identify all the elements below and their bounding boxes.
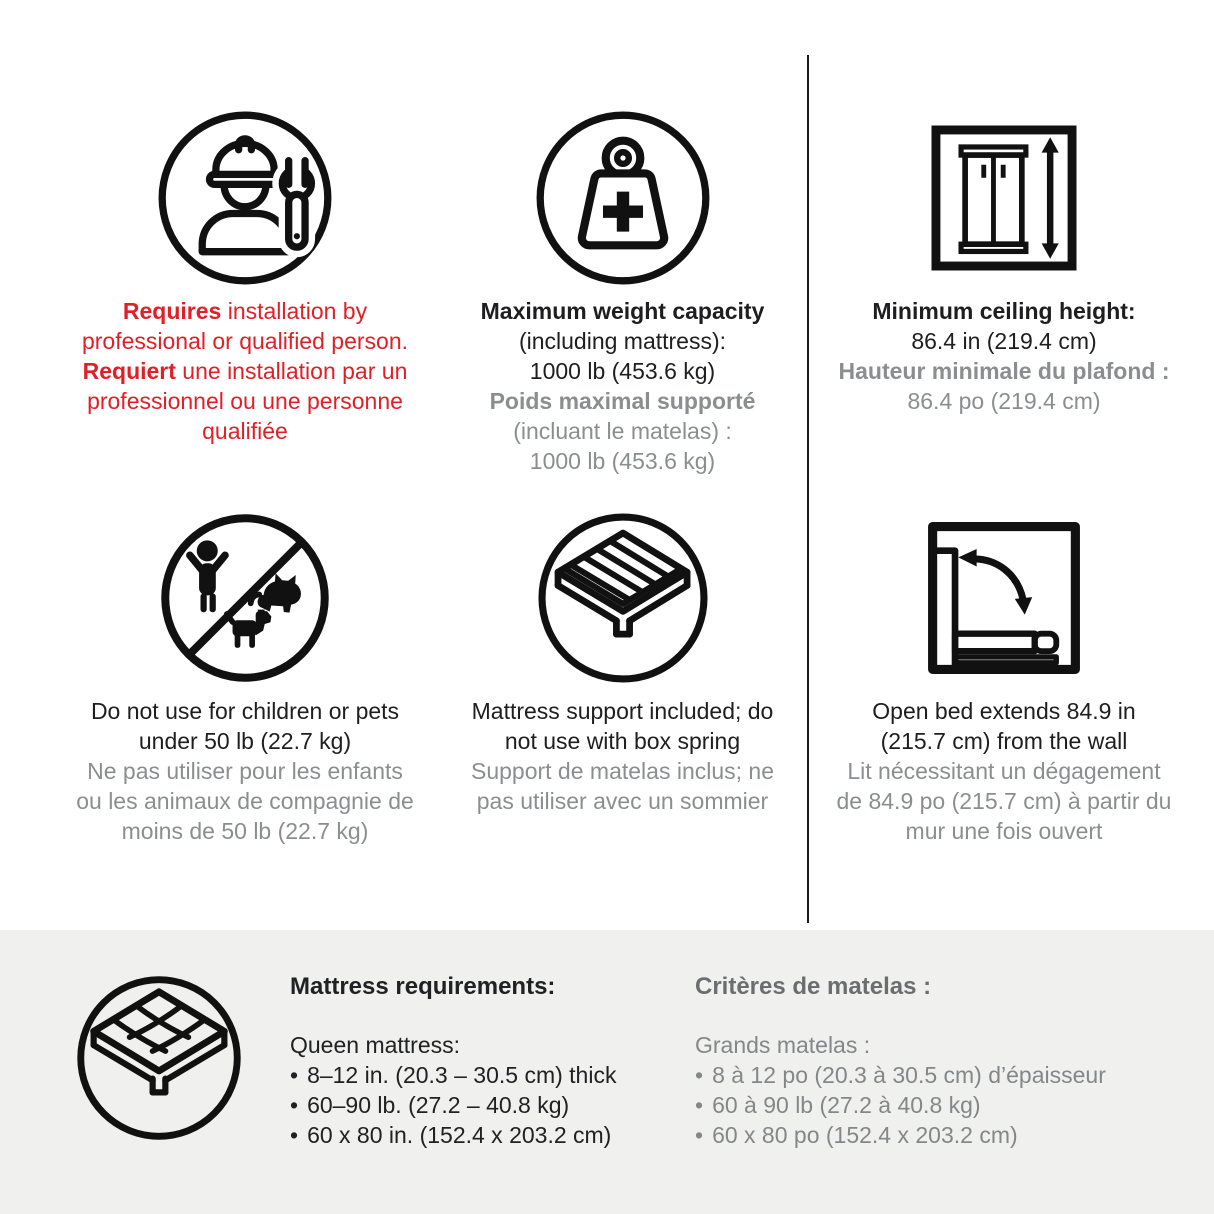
children-fr-line-3: moins de 50 lb (22.7 kg) (121, 818, 369, 844)
mattress-requirements-fr (695, 972, 1155, 1150)
support-icon-box (534, 505, 712, 690)
weight-en-title: Maximum weight capacity (480, 298, 765, 324)
mattress-en-bullet-1-text: 8–12 in. (20.3 – 30.5 cm) thick (307, 1062, 617, 1088)
no-children-pets-icon (156, 509, 334, 687)
bullet-mark: • (290, 1122, 299, 1148)
extends-text (837, 696, 1172, 846)
ceiling-en-title: Minimum ceiling height: (872, 298, 1136, 324)
ceiling-height-cell (812, 105, 1196, 416)
mattress-fr-bullet-1 (695, 1060, 1155, 1090)
mattress-en-bullet-2-text: 60–90 lb. (27.2 – 40.8 kg) (307, 1092, 570, 1118)
support-fr-line-1: Support de matelas inclus; ne (470, 758, 774, 784)
bed-extension-cell (812, 505, 1196, 846)
children-fr-line-2: ou les animaux de compagnie de (76, 788, 414, 814)
mattress-en-subtitle: Queen mattress: (290, 1032, 461, 1058)
support-en-line-2: not use with box spring (504, 728, 741, 754)
mattress-fr-subtitle: Grands matelas : (695, 1032, 871, 1058)
installation-line-3 (82, 356, 408, 386)
weight-en-line-2: 1000 lb (453.6 kg) (529, 358, 716, 384)
mattress-en-bullet-1 (290, 1060, 650, 1090)
extends-en-line-2: (215.7 cm) from the wall (880, 728, 1128, 754)
children-text (76, 696, 414, 846)
bullet-mark: • (695, 1062, 704, 1088)
support-en-line-1: Mattress support included; do (471, 698, 774, 724)
mattress-fr-bullet-1-text: 8 à 12 po (20.3 à 30.5 cm) d’épaisseur (712, 1062, 1106, 1088)
slatted-support-icon (534, 509, 712, 687)
weight-en-line-1: (including mattress): (518, 328, 727, 354)
mattress-en-bullet-3 (290, 1120, 650, 1150)
mattress-icon-box (73, 972, 245, 1144)
extends-en-line-1: Open bed extends 84.9 in (872, 698, 1136, 724)
weight-text (481, 296, 765, 476)
ceiling-fr-title: Hauteur minimale du plafond : (838, 358, 1170, 384)
extends-icon-box (921, 505, 1087, 690)
ceiling-icon-box (923, 105, 1085, 290)
weight-fr-line-1: (incluant le matelas) : (513, 418, 732, 444)
installation-text (82, 296, 408, 446)
mattress-requirements-band (0, 930, 1214, 1214)
children-en-line-1: Do not use for children or pets (90, 698, 400, 724)
mattress-requirements-en (290, 972, 650, 1150)
no-children-pets-cell (35, 505, 455, 846)
ceiling-height-icon (923, 117, 1085, 279)
ceiling-fr-line-1: 86.4 po (219.4 cm) (907, 388, 1101, 414)
support-fr-line-2: pas utiliser avec un sommier (476, 788, 769, 814)
installation-line-2: professional or qualified person. (81, 328, 409, 354)
installation-line-5: qualifiée (202, 418, 288, 444)
extends-fr-line-3: mur une fois ouvert (905, 818, 1103, 844)
support-text (471, 696, 774, 816)
mattress-fr-bullet-2 (695, 1090, 1155, 1120)
ceiling-en-line-1: 86.4 in (219.4 cm) (911, 328, 1097, 354)
installation-requirement-cell (35, 105, 455, 446)
installation-line-4: professionnel ou une personne (87, 388, 403, 414)
mattress-en-bullet-3-text: 60 x 80 in. (152.4 x 203.2 cm) (307, 1122, 612, 1148)
mattress-fr-title: Critères de matelas : (695, 973, 932, 1000)
extends-fr-line-2: de 84.9 po (215.7 cm) à partir du (836, 788, 1172, 814)
weight-plus-icon (532, 107, 714, 289)
tufted-mattress-icon (73, 972, 245, 1144)
weight-fr-line-2: 1000 lb (453.6 kg) (529, 448, 716, 474)
bullet-mark: • (695, 1092, 704, 1118)
bed-fold-out-icon (921, 515, 1087, 681)
installer-icon (154, 107, 336, 289)
mattress-en-bullet-2 (290, 1090, 650, 1120)
children-en-line-2: under 50 lb (22.7 kg) (138, 728, 352, 754)
installation-icon-box (154, 105, 336, 290)
extends-fr-line-1: Lit nécessitant un dégagement (847, 758, 1161, 784)
children-icon-box (156, 505, 334, 690)
mattress-support-cell (445, 505, 800, 816)
installation-line3-rest: une installation par un (175, 358, 408, 384)
weight-capacity-cell (445, 105, 800, 476)
ceiling-text (839, 296, 1170, 416)
installation-line-1 (82, 296, 408, 326)
mattress-fr-bullet-3 (695, 1120, 1155, 1150)
children-fr-line-1: Ne pas utiliser pour les enfants (87, 758, 403, 784)
installation-line1-bold: Requires (122, 298, 222, 324)
installation-line1-rest: installation by (221, 298, 368, 324)
weight-icon-box (532, 105, 714, 290)
mattress-fr-bullet-3-text: 60 x 80 po (152.4 x 203.2 cm) (712, 1122, 1018, 1148)
weight-fr-title: Poids maximal supporté (489, 388, 756, 414)
bullet-mark: • (290, 1062, 299, 1088)
installation-line3-bold: Requiert (82, 358, 176, 384)
mattress-fr-bullet-2-text: 60 à 90 lb (27.2 à 40.8 kg) (712, 1092, 981, 1118)
mattress-en-title: Mattress requirements: (290, 973, 556, 1000)
column-divider (807, 55, 809, 923)
bullet-mark: • (290, 1092, 299, 1118)
bullet-mark: • (695, 1122, 704, 1148)
